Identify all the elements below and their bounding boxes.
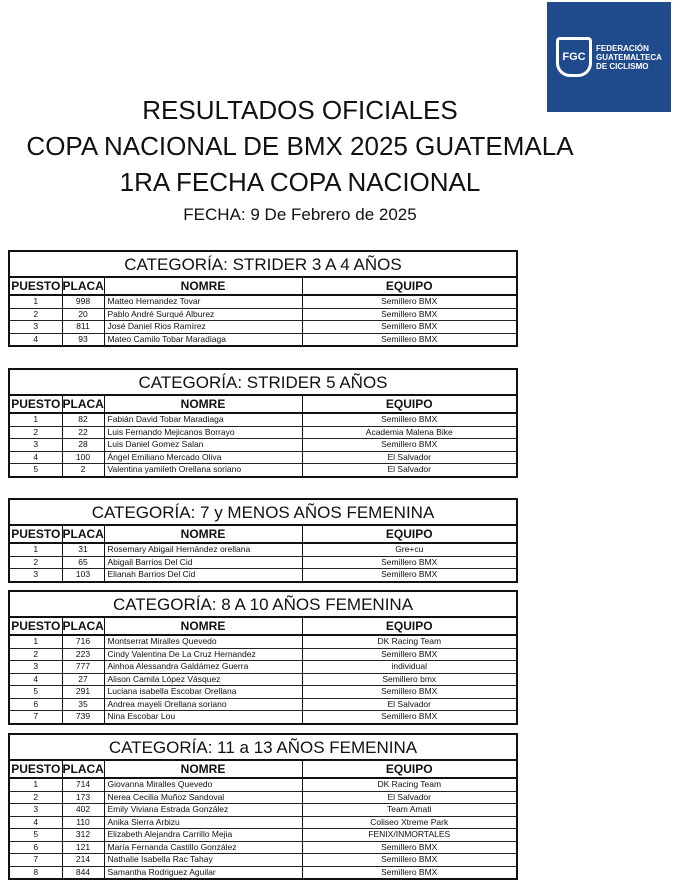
cell-placa: 22 (62, 426, 104, 439)
cell-puesto: 3 (10, 439, 62, 452)
cell-nombre: José Daniel Rios Ramírez (104, 321, 302, 334)
col-puesto: PUESTO (10, 761, 62, 778)
cell-nombre: Nina Escobar Lou (104, 711, 302, 723)
table-row (10, 686, 516, 699)
cell-placa: 103 (62, 569, 104, 581)
cell-placa: 27 (62, 673, 104, 686)
cell-equipo: individual (302, 661, 516, 674)
cell-placa: 31 (62, 543, 104, 556)
cell-equipo: El Salvador (302, 464, 516, 476)
cell-placa: 291 (62, 686, 104, 699)
table-row (10, 829, 516, 842)
results-table (10, 526, 516, 581)
col-nombre: NOMRE (104, 526, 302, 543)
table-row (10, 841, 516, 854)
table-row (10, 661, 516, 674)
cell-placa: 2 (62, 464, 104, 476)
results-table (10, 278, 516, 345)
cell-puesto: 1 (10, 413, 62, 426)
cell-equipo: Semillero BMX (381, 296, 438, 307)
results-table (10, 618, 516, 723)
table-row (10, 635, 516, 648)
table-row (10, 866, 516, 878)
cell-equipo: El Salvador (302, 698, 516, 711)
cell-puesto: 1 (10, 778, 62, 791)
cell-equipo: DK Racing Team (377, 779, 442, 790)
cell-placa: 82 (62, 413, 104, 426)
cell-puesto: 7 (10, 854, 62, 867)
cell-placa: 214 (62, 854, 104, 867)
cell-placa: 739 (62, 711, 104, 723)
cell-equipo: Coliseo Xtreme Park (302, 816, 516, 829)
col-nombre: NOMRE (104, 278, 302, 295)
category-table (8, 368, 518, 478)
cell-nombre: Alison Camila López Vásquez (104, 673, 302, 686)
col-puesto: PUESTO (10, 278, 62, 295)
table-row (10, 816, 516, 829)
table-row (10, 321, 516, 334)
col-equipo: EQUIPO (302, 396, 516, 413)
logo-line: DE CICLISMO (596, 61, 649, 71)
cell-puesto: 4 (10, 673, 62, 686)
cell-placa: 65 (62, 556, 104, 569)
category-title: CATEGORÍA: STRIDER 3 A 4 AÑOS (10, 252, 516, 278)
cell-placa: 998 (62, 295, 104, 308)
shield-icon (556, 37, 592, 77)
cell-puesto: 2 (10, 308, 62, 321)
col-placa: PLACA (62, 761, 104, 778)
cell-puesto: 3 (10, 661, 62, 674)
cell-nombre: Anika Sierra Arbizu (104, 816, 302, 829)
table-row (10, 673, 516, 686)
cell-nombre: Matteo Hernandez Tovar (104, 295, 302, 308)
cell-puesto: 2 (10, 556, 62, 569)
cell-equipo: Semillero bmx (302, 673, 516, 686)
cell-placa: 173 (62, 791, 104, 804)
cell-nombre: Valentina yamileth Orellana soriano (104, 464, 302, 476)
table-row (10, 413, 516, 426)
cell-nombre: Elizabeth Alejandra Carrillo Mejia (104, 829, 302, 842)
cell-nombre: Cindy Valentina De La Cruz Hernandez (104, 648, 302, 661)
col-equipo: EQUIPO (302, 618, 516, 635)
cell-puesto: 6 (10, 698, 62, 711)
cell-nombre: Elianah Barrios Del Cid (104, 569, 302, 581)
logo-initials: FGC (562, 51, 586, 63)
logo-text (596, 44, 662, 71)
cell-placa: 714 (62, 778, 104, 791)
cell-nombre: Abigail Barrios Del Cid (104, 556, 302, 569)
col-equipo: EQUIPO (302, 278, 516, 295)
cell-puesto: 8 (10, 866, 62, 878)
cell-placa: 223 (62, 648, 104, 661)
col-puesto: PUESTO (10, 396, 62, 413)
cell-nombre: Montserrat Miralles Quevedo (104, 635, 302, 648)
cell-nombre: Samantha Rodriguez Aguilar (104, 866, 302, 878)
table-row (10, 778, 516, 791)
cell-nombre: María Fernanda Castillo González (104, 841, 302, 854)
col-nombre: NOMRE (104, 396, 302, 413)
table-row (10, 295, 516, 308)
cell-nombre: Nerea Cecilia Muñoz Sandoval (104, 791, 302, 804)
category-title: CATEGORÍA: 7 y MENOS AÑOS FEMENINA (10, 500, 516, 526)
category-table (8, 590, 518, 725)
table-row (10, 308, 516, 321)
cell-nombre: Ainhoa Alessandra Galdámez Guerra (104, 661, 302, 674)
cell-placa: 93 (62, 333, 104, 345)
cell-equipo: Semillero BMX (302, 711, 516, 723)
col-puesto: PUESTO (10, 526, 62, 543)
results-table (10, 761, 516, 878)
col-placa: PLACA (62, 278, 104, 295)
table-row (10, 804, 516, 817)
table-row (10, 556, 516, 569)
results-table (10, 396, 516, 476)
cell-puesto: 6 (10, 841, 62, 854)
cell-nombre: Luis Daniel Gomez Salan (104, 439, 302, 452)
cell-puesto: 2 (10, 791, 62, 804)
cell-puesto: 5 (10, 829, 62, 842)
logo-line: GUATEMALTECA (596, 52, 662, 62)
cell-equipo: El Salvador (302, 791, 516, 804)
cell-nombre: Luciana isabella Escobar Orellana (104, 686, 302, 699)
table-row (10, 333, 516, 345)
col-equipo: EQUIPO (302, 761, 516, 778)
category-title: CATEGORÍA: 11 a 13 AÑOS FEMENINA (10, 735, 516, 761)
cell-equipo: Team Amati (302, 804, 516, 817)
cell-equipo: Semillero BMX (302, 321, 516, 334)
table-row (10, 543, 516, 556)
cell-nombre: Ángel Emiliano Mercado Oliva (104, 451, 302, 464)
table-row (10, 439, 516, 452)
cell-equipo: Semillero BMX (302, 569, 516, 581)
table-row (10, 791, 516, 804)
logo-line: FEDERACIÓN (596, 43, 649, 53)
document-header (0, 92, 600, 228)
cell-puesto: 3 (10, 804, 62, 817)
cell-placa: 110 (62, 816, 104, 829)
cell-nombre: Giovanna Miralles Quevedo (104, 778, 302, 791)
col-nombre: NOMRE (104, 761, 302, 778)
cell-puesto: 1 (10, 543, 62, 556)
cell-placa: 35 (62, 698, 104, 711)
category-table (8, 733, 518, 880)
event-title: COPA NACIONAL DE BMX 2025 GUATEMALA (26, 131, 574, 161)
cell-equipo: FENIX/INMORTALES (302, 829, 516, 842)
cell-puesto: 7 (10, 711, 62, 723)
cell-equipo: Semillero BMX (302, 439, 516, 452)
cell-equipo: Semillero BMX (302, 854, 516, 867)
cell-equipo: Semillero BMX (302, 333, 516, 345)
cell-equipo: Semillero BMX (302, 866, 516, 878)
cell-nombre: Nathalie Isabella Rac Tahay (104, 854, 302, 867)
cell-puesto: 4 (10, 816, 62, 829)
page-title: RESULTADOS OFICIALES (142, 95, 458, 125)
cell-placa: 777 (62, 661, 104, 674)
cell-puesto: 2 (10, 426, 62, 439)
cell-placa: 811 (62, 321, 104, 334)
table-row (10, 569, 516, 581)
col-placa: PLACA (62, 526, 104, 543)
cell-nombre: Rosemary Abigail Hernández orellana (104, 543, 302, 556)
cell-nombre: Emily Viviana Estrada González (104, 804, 302, 817)
cell-placa: 121 (62, 841, 104, 854)
cell-puesto: 1 (10, 635, 62, 648)
cell-nombre: Andrea mayeli Orellana soriano (104, 698, 302, 711)
col-nombre: NOMRE (104, 618, 302, 635)
cell-placa: 28 (62, 439, 104, 452)
category-title: CATEGORÍA: STRIDER 5 AÑOS (10, 370, 516, 396)
cell-equipo: Academia Malena Bike (302, 426, 516, 439)
cell-nombre: Fabián David Tobar Maradiaga (104, 413, 302, 426)
cell-placa: 716 (62, 635, 104, 648)
cell-nombre: Pablo André Surqué Alburez (104, 308, 302, 321)
cell-equipo: Semillero BMX (381, 414, 438, 425)
cell-equipo: El Salvador (302, 451, 516, 464)
table-row (10, 451, 516, 464)
table-row (10, 464, 516, 476)
cell-equipo: Semillero BMX (302, 648, 516, 661)
cell-equipo: Semillero BMX (302, 686, 516, 699)
table-row (10, 698, 516, 711)
cell-puesto: 3 (10, 569, 62, 581)
cell-nombre: Luis Fernando Mejicanos Borrayo (104, 426, 302, 439)
category-table (8, 250, 518, 347)
cell-puesto: 4 (10, 451, 62, 464)
cell-puesto: 1 (10, 295, 62, 308)
cell-puesto: 5 (10, 464, 62, 476)
cell-puesto: 5 (10, 686, 62, 699)
col-puesto: PUESTO (10, 618, 62, 635)
col-equipo: EQUIPO (302, 526, 516, 543)
event-date: FECHA: 9 De Febrero de 2025 (183, 205, 417, 224)
cell-placa: 844 (62, 866, 104, 878)
cell-equipo: Gre+cu (395, 544, 424, 555)
table-row (10, 426, 516, 439)
table-row (10, 648, 516, 661)
cell-puesto: 2 (10, 648, 62, 661)
category-title: CATEGORÍA: 8 A 10 AÑOS FEMENINA (10, 592, 516, 618)
cell-puesto: 3 (10, 321, 62, 334)
cell-placa: 402 (62, 804, 104, 817)
cell-equipo: Semillero BMX (302, 308, 516, 321)
cell-puesto: 4 (10, 333, 62, 345)
cell-equipo: DK Racing Team (377, 636, 442, 647)
event-subtitle: 1RA FECHA COPA NACIONAL (119, 167, 481, 197)
col-placa: PLACA (62, 618, 104, 635)
cell-placa: 100 (62, 451, 104, 464)
table-row (10, 711, 516, 723)
cell-nombre: Mateo Camilo Tobar Maradiaga (104, 333, 302, 345)
table-row (10, 854, 516, 867)
col-placa: PLACA (62, 396, 104, 413)
cell-placa: 20 (62, 308, 104, 321)
cell-placa: 312 (62, 829, 104, 842)
cell-equipo: Semillero BMX (302, 841, 516, 854)
cell-equipo: Semillero BMX (302, 556, 516, 569)
category-table (8, 498, 518, 583)
